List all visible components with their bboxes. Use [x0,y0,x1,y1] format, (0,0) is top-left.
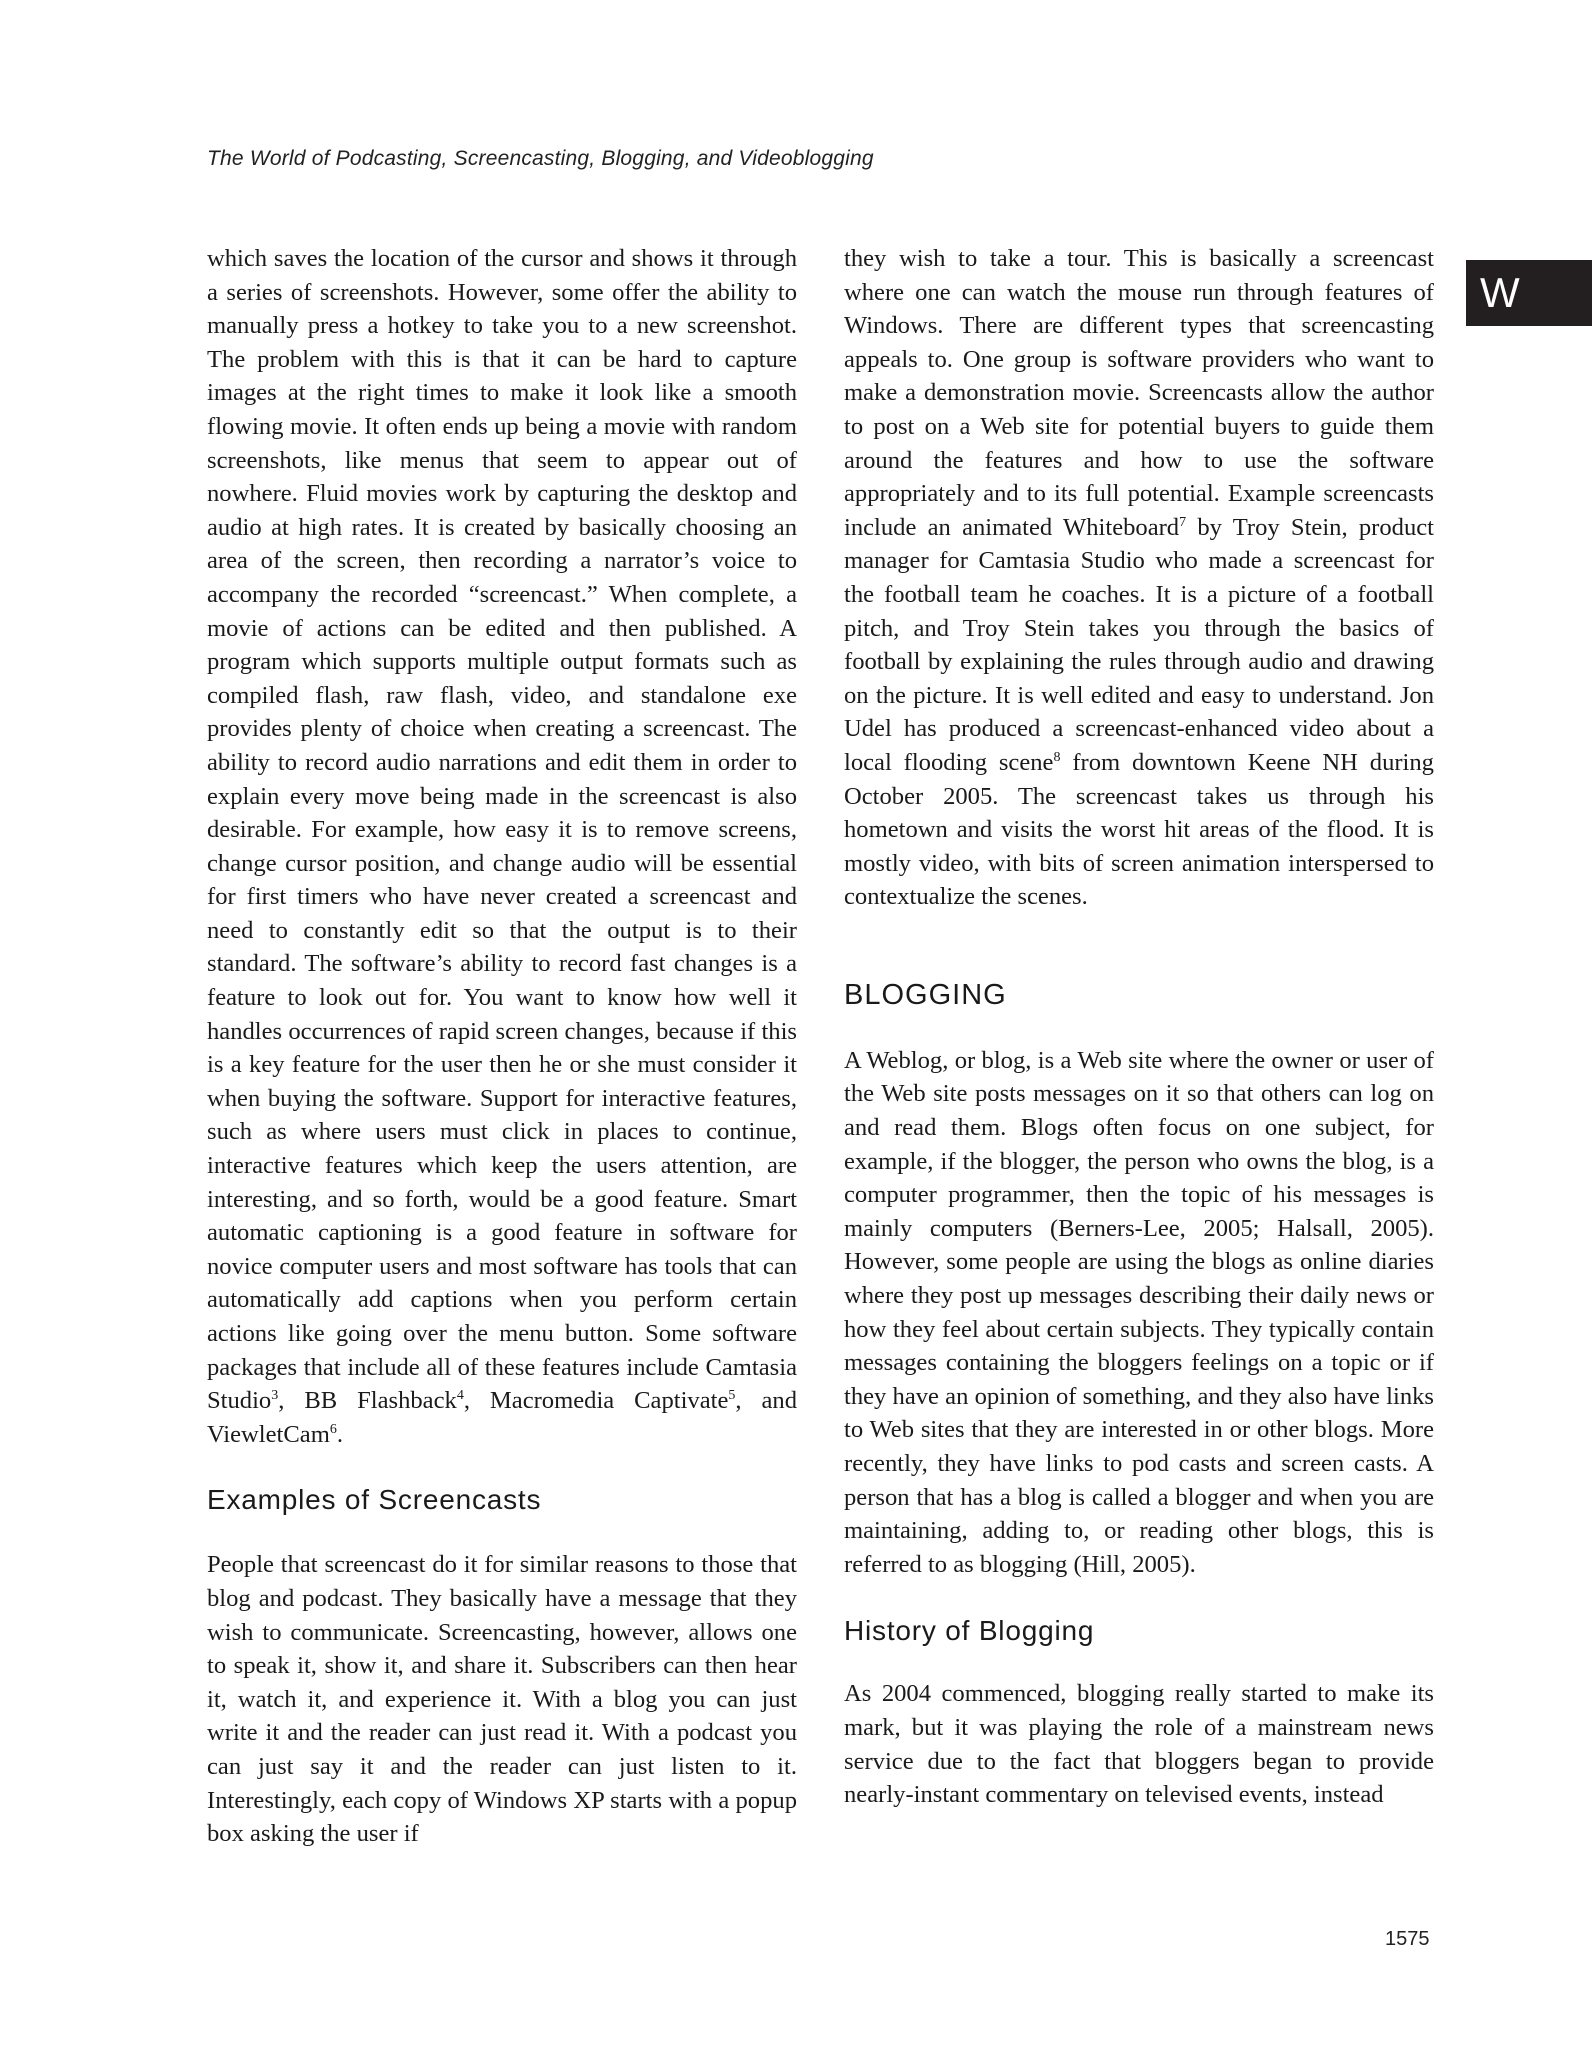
thumb-index-tab: W [1466,260,1592,326]
left-column [207,242,797,1851]
running-head: The World of Podcasting, Screencasting, Blogging, and Videoblogging [207,147,874,170]
heading-history-of-blogging: History of Blogging [844,1615,1095,1647]
footnote-ref-3: 3 [271,1388,279,1403]
footnote-ref-7: 7 [1179,514,1187,530]
right-column [844,242,1434,1812]
page-number: 1575 [1385,1928,1430,1950]
footnote-ref-4: 4 [456,1388,464,1403]
footnote-ref-5: 5 [728,1388,736,1403]
right-paragraph-2: A Weblog, or blog, is a Web site where the owner or user of the Web site posts messages on it so that others can log on and read them. Blogs often focus on one subject, for example, if the blogger, the person who owns the blog, is a computer programmer, then the topic of his messages is mainly computers (Berners-Lee, 2005; Halsall, 2005). However, some people are using the blogs as online diaries where they post up messages describing their daily news or how they feel about certain subjects. They typically contain messages containing the bloggers feelings on a topic or if they have an opinion of something, and they also have links to Web sites that they are interested in or other blogs. More recently, they have links to pod casts and screen casts. A person that has a blog is called a blogger and when you are maintaining, adding to, or reading other blogs, this is referred to as blogging (Hill, 2005). [844,1046,1434,1578]
right-paragraph-3: As 2004 commenced, blogging really started to make its mark, but it was playing the role of a mainstream news service due to the fact that bloggers began to provide nearly-instant commentary on televised events, instead [844,1680,1434,1809]
right-paragraph-1: they wish to take a tour. This is basically a screencast where one can watch the mouse run through features of Windows. There are different types that screencasting appeals to. One group is software providers who want to make a demonstration movie. Screencasts allow the author to post on a Web site for potential buyers to guide them around the features and how to use the software appropriately and to its full potential. Example screencasts include an animated Whiteboard$^7$ by Troy Stein, product manager for Camtasia Studio who made a screencast for the football team he coaches. It is a picture of a football pitch, and Troy Stein takes you through the basics of football by explaining the rules through audio and drawing on the picture. It is well edited and easy to understand. Jon Udel has produced a screencast-enhanced video about a local flooding scene$^8$ from downtown Keene NH during October 2005. The screencast takes us through his hometown and visits the worst hit areas of the flood. It is mostly video, with bits of screen animation interspersed to contextualize the scenes. [844,245,1434,911]
footnote-ref-6: 6 [329,1421,337,1437]
left-paragraph-1: which saves the location of the cursor and shows it through a series of screenshots. However, some offer the ability to manually press a hotkey to take you to a new screenshot. The problem with this is that it can be hard to capture images at the right times to make it look like a smooth flowing movie. It often ends up being a movie with random screenshots, like menus that seem to appear out of nowhere. Fluid movies work by capturing the desktop and audio at high rates. It is created by basically choosing an area of the screen, then recording a narrator’s voice to accompany the recorded “screencast.” When complete, a movie of actions can be edited and then published. A program which supports multiple output formats such as compiled flash, raw flash, video, and standalone exe provides plenty of choice when creating a screencast. The ability to record audio narrations and edit them in order to explain every move being made in the screencast is also desirable. For example, how easy it is to remove screens, change cursor position, and change audio will be essential for first timers who have never created a screencast and need to constantly edit so that the output is to their standard. The software’s ability to record fast changes is a feature to look out for. You want to know how well it handles occurrences of rapid screen changes, because if this is a key feature for the user then he or she must consider it when buying the software. Support for interactive features, such as where users must click in places to continue, interactive features which keep the users attention, are interesting, and so forth, would be a good feature. Smart automatic captioning is a good feature in software for novice computer users and most software has tools that can automatically add captions when you perform certain actions like going over the menu button. Some software packages that include all of these features include Camtasia Studio$^3$, BB Flashback$^4$, Macromedia Captivate$^5$, and ViewletCam$^6$. [207,245,797,1448]
left-paragraph-2: People that screencast do it for similar reasons to those that blog and podcast. They basically have a message that they wish to communicate. Screencasting, however, allows one to speak it, show it, and share it. Subscribers can then hear it, watch it, and experience it. With a blog you can just write it and the reader can just read it. With a podcast you can just say it and the reader can just listen to it. Interestingly, each copy of Windows XP starts with a popup box asking the user if [207,1551,797,1848]
heading-examples-of-screencasts: Examples of Screencasts [207,1484,542,1516]
heading-blogging: BLOGGING [844,978,1007,1011]
footnote-ref-8: 8 [1053,749,1061,765]
